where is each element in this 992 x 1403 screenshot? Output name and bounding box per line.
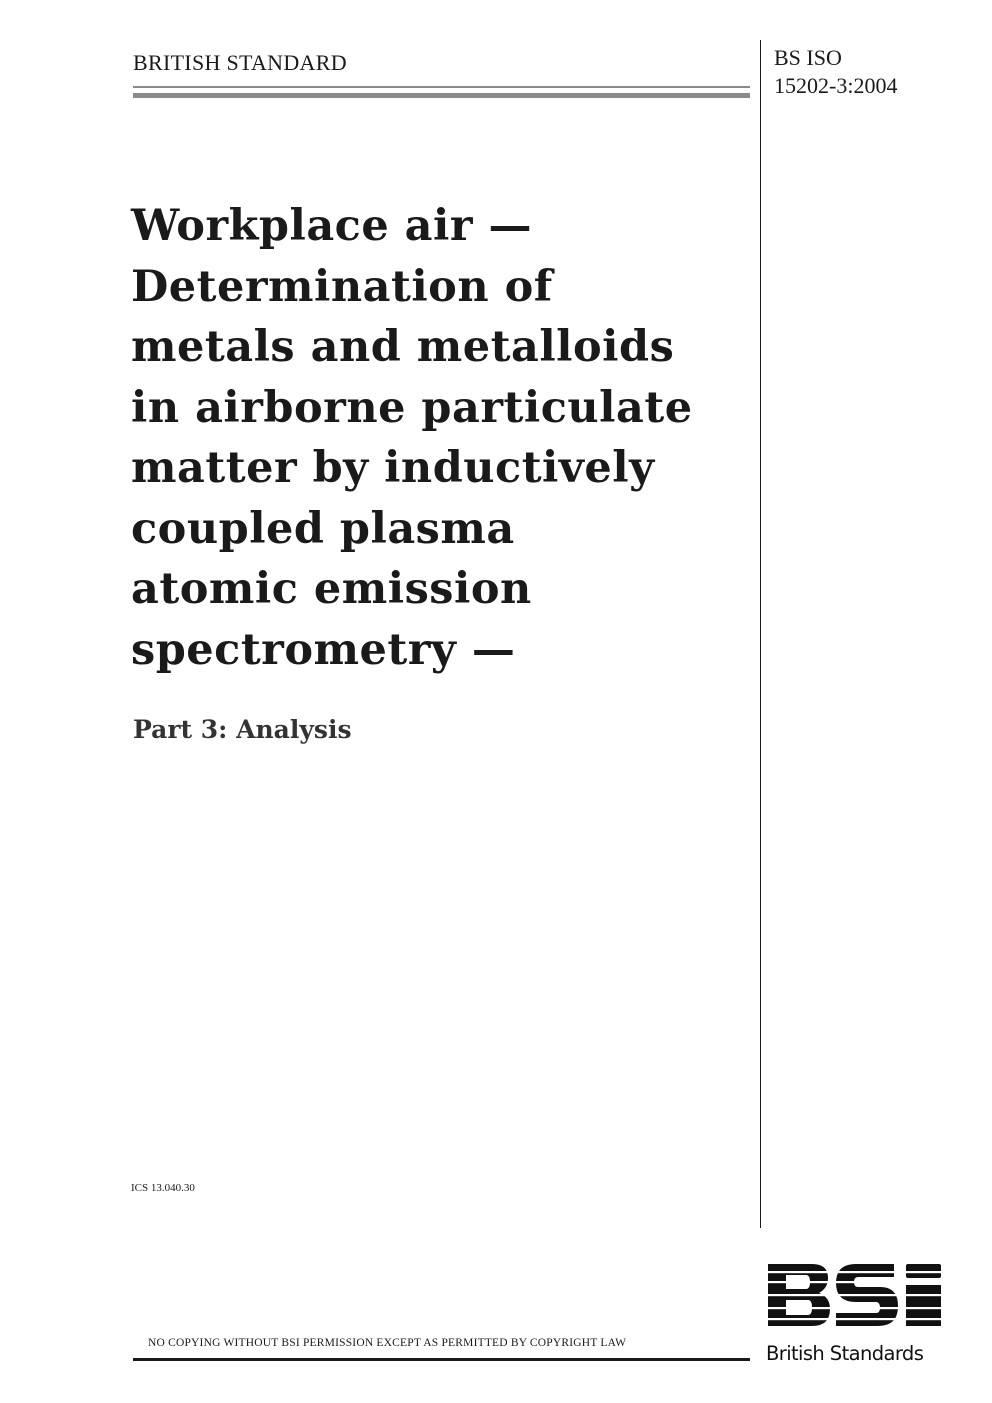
- copyright-notice: NO COPYING WITHOUT BSI PERMISSION EXCEPT AS PERMITTED BY COPYRIGHT LAW: [148, 1337, 627, 1349]
- header-rule-thin: [133, 86, 750, 88]
- title-line: atomic emission: [131, 564, 532, 614]
- title-line: spectrometry —: [131, 624, 516, 675]
- header-rule-thick: [133, 93, 750, 98]
- series-label: BRITISH STANDARD: [133, 50, 347, 75]
- document-number-line-2: 15202-3:2004: [774, 73, 898, 98]
- document-number-line-1: BS ISO: [774, 45, 842, 70]
- footer-rule: [133, 1358, 750, 1361]
- title-line: in airborne particulate: [131, 382, 693, 433]
- column-divider: [760, 40, 761, 1228]
- title-line: Determination of: [131, 261, 553, 312]
- document-number: [774, 44, 897, 100]
- document-title: [131, 196, 751, 680]
- title-line: metals and metalloids: [131, 322, 675, 372]
- part-subtitle: Part 3: Analysis: [133, 715, 352, 744]
- title-line: coupled plasma: [131, 503, 515, 554]
- title-line: matter by inductively: [131, 443, 655, 493]
- ics-code: ICS 13.040.30: [131, 1182, 195, 1194]
- bsi-tagline: British Standards: [766, 1342, 924, 1365]
- title-line: Workplace air —: [131, 201, 533, 251]
